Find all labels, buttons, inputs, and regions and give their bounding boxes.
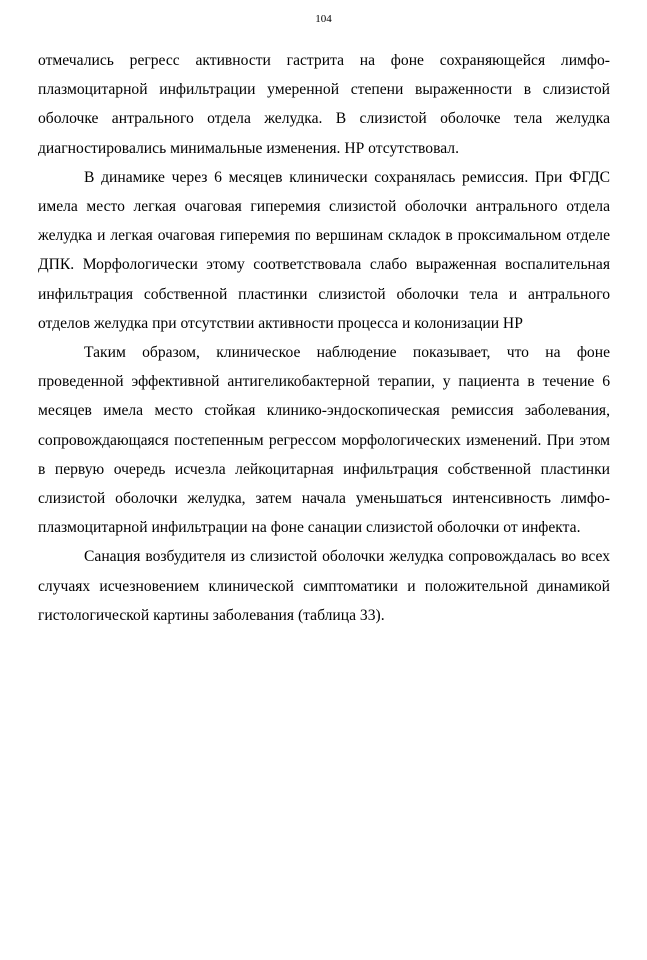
paragraph-3: Таким образом, клиническое наблюдение показывает, что на фоне проведенной эффективной антигеликобактерной терапии, у пациента в течение 6 месяцев имела место стойкая клинико-эндоскопическая ремиссия заболевания, сопровождающаяся постепенным регрессом морфологических изменений. При этом в первую очередь исчезла лейкоцитарная инфильтрация собственной пластинки слизистой оболочки желудка, затем начала уменьшаться интенсивность лимфо-плазмоцитарной инфильтрации на фоне санации слизистой оболочки от инфекта. (38, 344, 610, 537)
page-number: 104 (315, 13, 332, 25)
body-text (38, 46, 610, 630)
paragraph-1: отмечались регресс активности гастрита на фоне сохраняющейся лимфо-плазмоцитарной инфильтрации умеренной степени выраженности в слизистой оболочке антрального отдела желудка. В слизистой оболочке тела желудка диагностировались минимальные изменения. НР отсутствовал. (38, 52, 610, 157)
paragraph-2: В динамике через 6 месяцев клинически сохранялась ремиссия. При ФГДС имела место легкая очаговая гиперемия слизистой оболочки антрального отдела желудка и легкая очаговая гиперемия по вершинам складок в проксимальном отделе ДПК. Морфологически этому соответствовала слабо выраженная воспалительная инфильтрация собственной пластинки слизистой оболочки тела и антрального отделов желудка при отсутствии активности процесса и колонизации НР (38, 168, 610, 332)
paragraph-4: Санация возбудителя из слизистой оболочки желудка сопровождалась во всех случаях исчезновением клинической симптоматики и положительной динамикой гистологической картины заболевания (таблица 33). (38, 548, 610, 624)
